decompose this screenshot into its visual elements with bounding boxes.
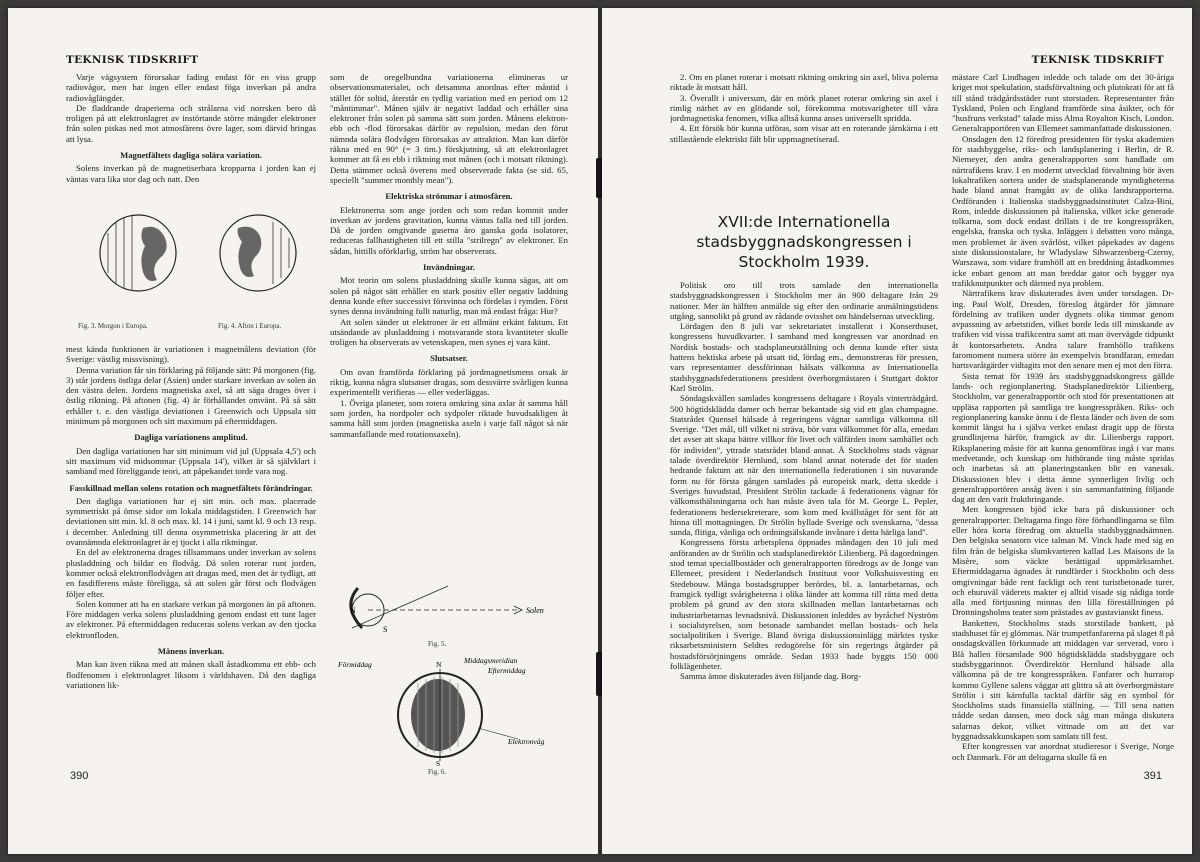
left-page — [8, 8, 598, 854]
paragraph: Banketten, Stockholms stads storstilade bankett, på stadshuset får ej glömmas. När trumpetfanfarerna på slaget 8 på onsdagskvällen förkunnade att middagen var serverad, voro i Blå hallen församlade 900 högtidsklädda stadsbyggare och stadsbyggarinnor. Överdirektör Hernlund hälsade alla välkomna på de tre kongresspråken. Fanfarer och hurrarop kommo Gyllene salens väggar att glittra så att överborgmästare Strölin i sitt kärnfulla tacktal därför säg en symbol för Stockholms stads finansiella ställning. — Till sena natten trådde sedan dansen, men dock såg man många diskutera salarnas dekor, vilket vittnade om att det var byggnadssakkunskapen som samlats till fest. — [952, 617, 1174, 741]
left-column-1-lower — [66, 344, 316, 774]
paragraph: Onsdagen den 12 föredrog presidenten för tyska akademien för stadsbyggelse, riks- och landsplanering i Berlin, dr R. Niemeyer, den andra generalrapporten som handlade om närtrafikens krav. I en modernt utvecklad förvaltning bör även lokaltrafiken sortera under de stadsplanerande myndigheterna hade bland annat framgått av de olika landsrapporterna. Ordföranden i Italienska stadsbyggnadsinstitutet Calza-Bini, Rom, inledde diskussionen på italienska, vilket icke generade tolkarna, som dock endast drillats i de tre kongresspråken, engelska, franska och tyska. Inläggen i debatten voro många, men problemet är även svårlöst, vilket påpekades av dagens siste diskussionstalare, hr Wladyslaw Sihwarzenberg-Czerny, Warszawa, som vidare framhöll att en breddning åstadkommes icke enbart genom att man breddar gator och bygger nya trafikknutpunkter och därmed nya problem. — [952, 133, 1174, 288]
paragraph: Men kongressen bjöd icke bara på diskussioner och generalrapporter. Deltagarna fingo före förhandlingarna se film eller höra korta föredrag om aktuella stadsbyggnadsämnen. Den belgiska senatorn vice talman M. Vinck hade med sig en film från de belgiska slumkvarteren kallad Les Maisons de la Misère, som väckte berättigad uppmärksamhet. Eftermiddagarna ägnades åt rundfärder i Stockholm och dess omgivningar både rent fackligt och rent turistbetonade turer, och ehuruväl väderets makter ej alltid visade sig nådiga torde alla med förtjusning minnas den lilla föreställningen på Drottningsholms teater som prästades av gustavianskt finess. — [952, 504, 1174, 618]
paragraph: som de oregelbundna variationerna elimineras ur observationsmaterialet, och detsamma anordnas efter måntid i stället för soltid, återstår en tydlig variation med en period om 12 "måntimmar". Månen själv är negativt laddad och erhåller sina elektroner från solen på samma sätt som jorden. Månens elektron-ebb och -flod förorsakas därför av repulsion, medan den förut nämnda solära flodvågen förorsakas av attraktion. Man kan därför räkna med en 90° (= 3 tim.) förskjutning, så att elektronlagret kommer att få en ebb i riktning mot månen (och i motsatt riktning). Detta stämmer också överens med observerade fakta (se sid. 65, speciellt "summer monthly mean"). — [330, 72, 568, 185]
fig4-caption: Fig. 4. Afton i Europa. — [218, 322, 282, 330]
paragraph: Man kan även räkna med att månen skall åstadkomma ett ebb- och flodfenomen i elektronlagret liksom i världshaven. Då den dagliga variationen lik- — [66, 659, 316, 690]
fig6-s-label: S — [436, 759, 441, 768]
paragraph: 2. Om en planet roterar i motsatt riktning omkring sin axel, bliva polerna riktade åt motsatt håll. — [670, 72, 938, 93]
paragraph: 4. Ett försök bör kunna utföras, som visar att en roterande järnkärna i ett stillastående elektriskt fält blir uppmagnetiserad. — [670, 123, 938, 144]
fig5-n-label: N — [350, 606, 356, 615]
paragraph: En del av elektronerna drages tillsammans under inverkan av solens plusladdning och bildar en flodvåg. Då solen roterar runt jorden, kommer också elektronflodvågen att dragas med, men det är tydligt, att en fasdifferens måste föreligga, så att solen går först och flodvågen följer efter. — [66, 547, 316, 599]
section-heading: Magnetfältets dagliga solära variation. — [120, 150, 262, 161]
running-head: TEKNISK TIDSKRIFT — [66, 54, 199, 66]
fig3-caption: Fig. 3. Morgon i Europa. — [78, 322, 148, 330]
fig6-afternoon-label: Eftermiddag — [488, 666, 526, 675]
fig5-caption: Fig. 5. — [428, 640, 447, 648]
fig5-diagram — [328, 578, 568, 648]
fig6-diagram — [338, 653, 558, 768]
paragraph: Den dagliga variationen har sitt minimum vid jul (Uppsala 4,5') och sitt maximum vid midsommar (Uppsala 14'), vilket är så självklart i samband med föreliggande teori, att påpekandet torde vara nog. — [66, 445, 316, 477]
paragraph: Efter kongressen var anordnat studieresor i Sverige, Norge och Danmark. För att deltagarna skulle få en — [952, 741, 1174, 762]
fig3-globe — [100, 215, 176, 291]
paragraph: Solen kommer att ha en starkare verkan på morgonen än på aftonen. Före middagen verka solens plusladdning genom endast ett tunt lager av elektroner. På eftermiddagen reduceras solens verkan av den tjocka elektronfloden. — [66, 598, 316, 640]
right-column-1-body — [670, 280, 938, 776]
right-column-1-top — [670, 72, 938, 204]
page-number: 391 — [1143, 770, 1162, 782]
paragraph: De fladdrande draperierna och strålarna vid norrsken bero då troligen på att elektronlagret av instörtande större mängder elektroner från solen piskas ned mot atmosfärens övre lager, som därvid bringas att lysa. — [66, 102, 316, 144]
article-title: XVII:de Internationella stadsbyggnadskongressen i Stockholm 1939. — [696, 213, 912, 271]
paragraph: Politisk oro till trots samlade den internationella stadsbyggnadskongressen i Stockholm mer än 900 deltagare från 29 nationer. Mer än hälften anmälde sig efter den ordinarie anmälningstidens utgång, sannolikt på grund av rådande ovisshet om händelsernas utveckling. — [670, 280, 938, 321]
section-heading: Slutsatser. — [430, 353, 468, 364]
paragraph: Elektronerna som ange jorden och som redan kommit under inverkan av jordens gravitation, kunna väntas falla ned till jorden. Då de jorden omgivande gaserna äro ganska goda isolatorer, reduceras fallhastigheten till ett stilla "strilregn" av elektroner. En sådan, hittills oförklarlig, ström har observerats. — [330, 204, 568, 256]
paragraph: Samma ämne diskuterades även följande dag. Borg- — [680, 671, 862, 682]
paragraph: mest kända funktionen är variationen i magnetnålens deviation (för Sverige: västlig missvisning). — [66, 344, 316, 365]
fig6-caption: Fig. 6. — [428, 768, 447, 776]
fig5-sun-label: Solen — [526, 606, 544, 615]
paragraph: mästare Carl Lindhagen inledde och talade om det 30-åriga kriget mot spekulation, stadsförvaltning och plutokrati för att få till stånd trädgårdsstäder runt storstaden. Representanter från Tyskland, Polen och England framförde sina åsikter, och för "husfruns verkstad" talade miss Alma Royalton Kisch, London. Generalrapportören van Ellemeet sammanfattade diskussionen. — [952, 72, 1174, 134]
paragraph: Sista temat för 1939 års stadsbyggnadskongress gällde lands- och regionplanering. Stadsplanedirektör Lilienberg, Stockholm, var generalrapportör och stod för presentationen att uppläsa rapporten på samtliga tre kongresspråken. Riks- och regionplanering kanske ännu i de flesta länder och även de som kommit längst ha i själva verket endast dragit upp de första grundlinjerna härför, framgick av dir. Lilienbergs rapport. Riksplanering måste för att kunna genomföras ingå i var mans medvetande, och kunskap om hithörande ting måste spridas och inarbetas så att planeringstanken blir en vanesak. Diskussionen blev i detta ämne synnerligen livlig och generalrapportören ansåg även i sin sammanfattning följande dag att den varit fruktbringande. — [952, 370, 1174, 505]
paragraph: Närtrafikens krav diskuterades även under torsdagen. Dr-ing. Paul Wolf, Dresden, föreslog åtgärder för jämnare fördelning av trafiken under dygnets olika timmar genom avpassning av arbetstiden, vilket borde leda till minskande av trafiken vid vissa trafikcentra samt att man övervägde tidpunkt åt kontorsarbetets. Andra talare framhöllo trafikens faromoment numera större än exempelvis brandfaran, emedan hartsvaråtgärder vidtagits mot den senare men ej mot den förra. — [952, 288, 1174, 371]
section-heading: Elektriska strömmar i atmosfären. — [385, 191, 513, 202]
paragraph: Om ovan framförda förklaring på jordmagnetismens orsak är riktig, kunna några slutsatser dragas, som dessvärre svårligen kunna experimentellt verifieras — eller vederläggas. — [330, 366, 568, 398]
paragraph: Kongressens första arbetsplena öppnades måndagen den 10 juli med anföranden av dr Strölin och stadsplanedirektör Lilienberg. På dagordningen stod temat speciallbostäder och generalrapporten föredrogs av de Jonge van Ellemeet, president i Nederlandsch Instituut voor Volkshuisvesting en Stedebouw. Många bostadsgrupper berördes, bl. a. lantarbetarnas, och framgick tydligt svårigheterna i olika länder att komma till rätta med detta problem på grund av den stora skillnaden mellan lantarbetarnas och industriarbetarnas levnadsnivå. Diskussionen inleddes av byråchef Nyström i socialstyrelsen, som betonade sambandet mellan bostads- och hela socialpolitiken i Sverige. Bland övriga diskussionsinlägg märktes tyske riksarbetsministern Seldtes redogörelse för sin regerings åtgärder på bostadsförsörjningens område. Sedan 1933 hade byggts 150 000 folklägenheter. — [670, 537, 938, 671]
right-page — [602, 8, 1192, 854]
left-column-2 — [330, 72, 568, 592]
paragraph: Att solen sänder ut elektroner är ett allmänt erkänt faktum. Ett utsändande av plusladdning i motsvarande stora kvantiteter skulle troligen ha observerats av vetenskapen, men synes ej vara känt. — [330, 316, 568, 348]
paragraph: Denna variation får sin förklaring på följande sätt: På morgonen (fig. 3) står jordens östliga delar (Asien) under starkare inverkan av solen än den västra delen. Jordens magnetiska axel, så att säga drages över i östlig riktning. På aftonen (fig. 4) är förhållandet omvänt. På så sätt erhåller t. e. den västliga deviationen i Greenwich och Uppsala sitt minimum på morgonen och sitt maximum på eftermiddagen. — [66, 364, 316, 427]
paragraph: Lördagen den 8 juli var sekretariatet installerat i Konserthuset, kongressens huvudkvarter. I samband med kongressen var anordnad en Nordisk bostads- och stadsplaneutställning och denna kunde efter sista hattens hektiska arbete på utsatt tid, lördag em., demonstreras för pressen, vars representanter dessförinnan hälsats välkomna av Internationella stadsbyggnadsfederationens president överborgmästaren i Stuttgart doktor Karl Strölin. — [670, 321, 938, 393]
fig5-s-label: S — [383, 625, 388, 634]
fig6-forenoon-label: Förmiddag — [338, 660, 372, 669]
section-heading: Fasskillnad mellan solens rotation och magnetfältets förändringar. — [69, 482, 313, 493]
left-column-1 — [66, 72, 316, 190]
page-number: 390 — [70, 770, 89, 782]
fig4-globe — [220, 215, 296, 291]
paragraph: Mot teorin om solens plusladdning skulle kunna sägas, att om solen på något sätt erhåller en stark positiv eller negativ laddning denna kunde efter successivt försvinna och fördelas i rymden. Först synes denna invändning fullt naturlig, man må endast fråga: Hur? — [330, 275, 568, 317]
section-heading: Månens inverkan. — [157, 646, 225, 657]
paragraph: 1. Övriga planeter, som rotera omkring sina axlar åt samma håll som jorden, ha nordpoler och sydpoler riktade huvudsakligen åt samma håll som jorden (magnetiska axeln i varje fall något så när sammanfallande med rotationsaxeln). — [330, 397, 568, 439]
globe-figures — [78, 208, 318, 318]
paragraph: Den dagliga variationen har ej sitt min. och max. placerade symmetriskt på ömse sidor om lokala middagstiden. I Greenwich har deviationen sitt min. kl. 8 och max. kl. 14 i juni, samt kl. 9 och 13 resp. i december. Anledning till denna osymmetriska placering är att det ovannämnda elektronlagret är ej tjockt i alla riktningar. — [66, 495, 316, 548]
fig6-n-label: N — [436, 660, 442, 669]
running-head: TEKNISK TIDSKRIFT — [1031, 54, 1164, 66]
section-heading: Dagliga variationens amplitud. — [134, 432, 248, 443]
paragraph: Solens inverkan på de magnetiserbara kropparna i jorden kan ej väntas vara lika stor dag och natt. Den — [66, 163, 316, 184]
paragraph: Varje vägsystem förorsakar fading endast för en viss grupp radiovågor, men har ingen eller endast föga inverkan på andra radiovåglängder. — [66, 72, 316, 103]
section-heading: Invändningar. — [423, 262, 475, 273]
fig6-wave-label: Elektronvåg — [508, 737, 545, 746]
fig6-meridian-label: Middagsmeridian — [464, 656, 518, 665]
right-column-2 — [952, 72, 1174, 776]
paragraph: Söndagskvällen samlades kongressens deltagare i Royals vinterträdgård. 500 högtidsklädda damer och herrar bekantade sig vid ett glas champagne. Statsrådet Quensel hälsade å regeringens vägnar samtliga välkomna till Sverige. "Det mål, till vilket ni sträva, bör vara välkommet för alla, emedan det avser att skapa bättre villkor för livet och välfärden inom samhället och för individen", yttrade statsrådet bland annat. Å Stockholms stads vägnar talade överdirektör Hernlund, som bland annat noterade det för staden hedrande faktum att när den internationella federationen i sin nuvarande form nu för första gången samlades på europeisk mark, detta skedde i Sveriges huvudstad. President Strölin tackade å federationens vägnar för välkomsthälsningarna och han måste även tala för M. George L. Pepler, federationens hedersekreterare, som kom med kvällståget för sent för att hinna till mottagningen. Dr Strölin hyllade Sverige och svenskarna, "dessa sunda, flitiga, vänliga och ordningsälskande invånare i detta härliga land". — [670, 393, 938, 538]
paragraph: 3. Överallt i universum, där en mörk planet roterar omkring sin axel i rimlig närhet av en glödande sol, förekomma motsvarigheter till våra jordmagnetiska fenomen, vilka alltså kunna anses universellt spridda. — [670, 92, 938, 124]
